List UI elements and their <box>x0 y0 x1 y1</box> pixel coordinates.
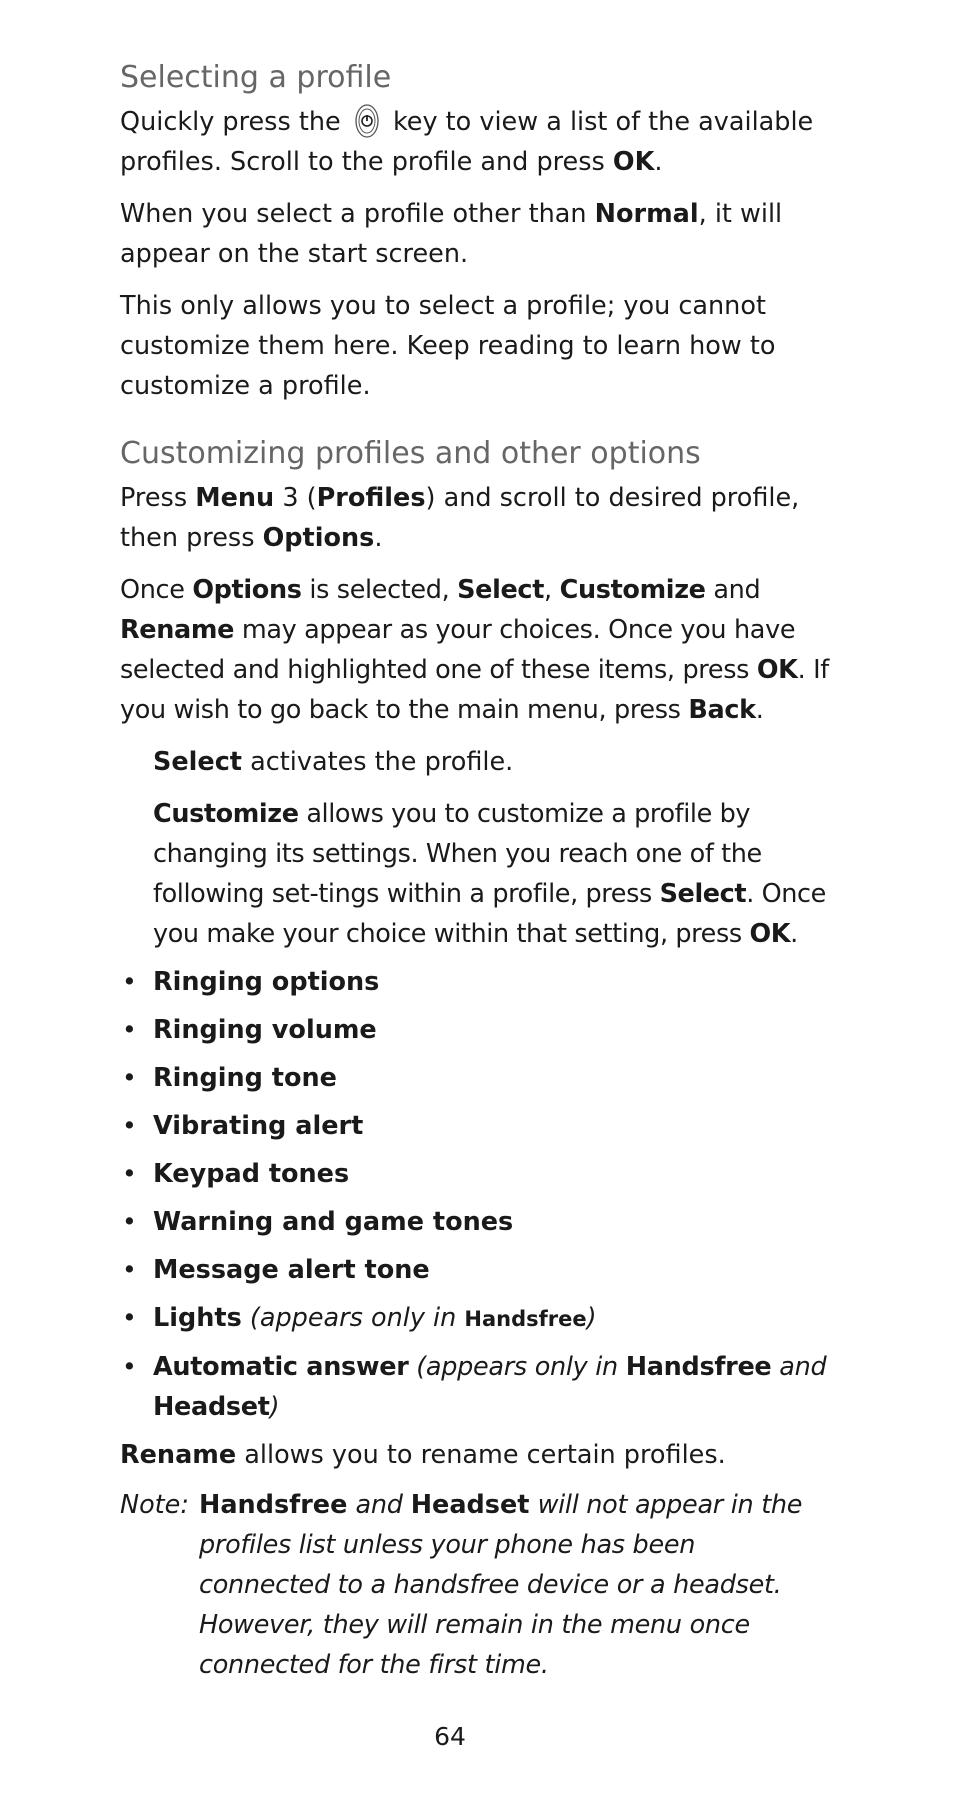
list-item: • Warning and game tones <box>122 1207 514 1237</box>
paragraph-select-activates: Select activates the profile. <box>153 747 514 777</box>
paragraph-once-options: Once Options is selected, Select, Customize and Rename may appear as your choices. Once you have selected and highlighted one of these items, press OK. If you wish to go back to the main menu, press Back. <box>120 575 829 725</box>
paragraph-press-menu: Press Menu 3 (Profiles) and scroll to desired profile, then press Options. <box>120 483 800 553</box>
section-heading-customizing: Customizing profiles and other options <box>120 436 701 471</box>
list-item: • Ringing options <box>122 967 380 997</box>
note-label: Note: <box>120 1490 189 1520</box>
list-item-automatic-answer: • Automatic answer (appears only in Handsfree and Headset) <box>122 1352 827 1422</box>
list-item: • Keypad tones <box>122 1159 350 1189</box>
page-number: 64 <box>434 1722 466 1751</box>
paragraph-rename: Rename allows you to rename certain profiles. <box>120 1440 726 1470</box>
list-item: • Ringing volume <box>122 1015 377 1045</box>
section-heading-selecting-profile: Selecting a profile <box>120 60 392 95</box>
list-item: • Vibrating alert <box>122 1111 364 1141</box>
note-block: Note: Handsfree and Headset will not appear in the profiles list unless your phone has been connected to a handsfree device or a headset. However, they will remain in the menu once connected for the first time. <box>120 1485 830 1685</box>
paragraph-select-only: This only allows you to select a profile; you cannot customize them here. Keep reading to learn how to customize a profile. <box>120 291 776 401</box>
settings-bullet-list <box>120 962 830 1427</box>
paragraph-quick-press: Quickly press the key to view a list of the available profiles. Scroll to the profile and press OK. <box>120 102 830 182</box>
list-item: • Message alert tone <box>122 1255 430 1285</box>
list-item: • Ringing tone <box>122 1063 337 1093</box>
manual-page <box>120 58 830 1685</box>
power-key-icon <box>355 104 379 138</box>
paragraph-customize: Customize allows you to customize a profile by changing its settings. When you reach one of the following set-tings within a profile, press Select. Once you make your choice within that setting, press OK. <box>153 799 826 949</box>
paragraph-normal-profile: When you select a profile other than Normal, it will appear on the start screen. <box>120 199 783 269</box>
list-item-lights: • Lights (appears only in Handsfree) <box>122 1303 597 1333</box>
